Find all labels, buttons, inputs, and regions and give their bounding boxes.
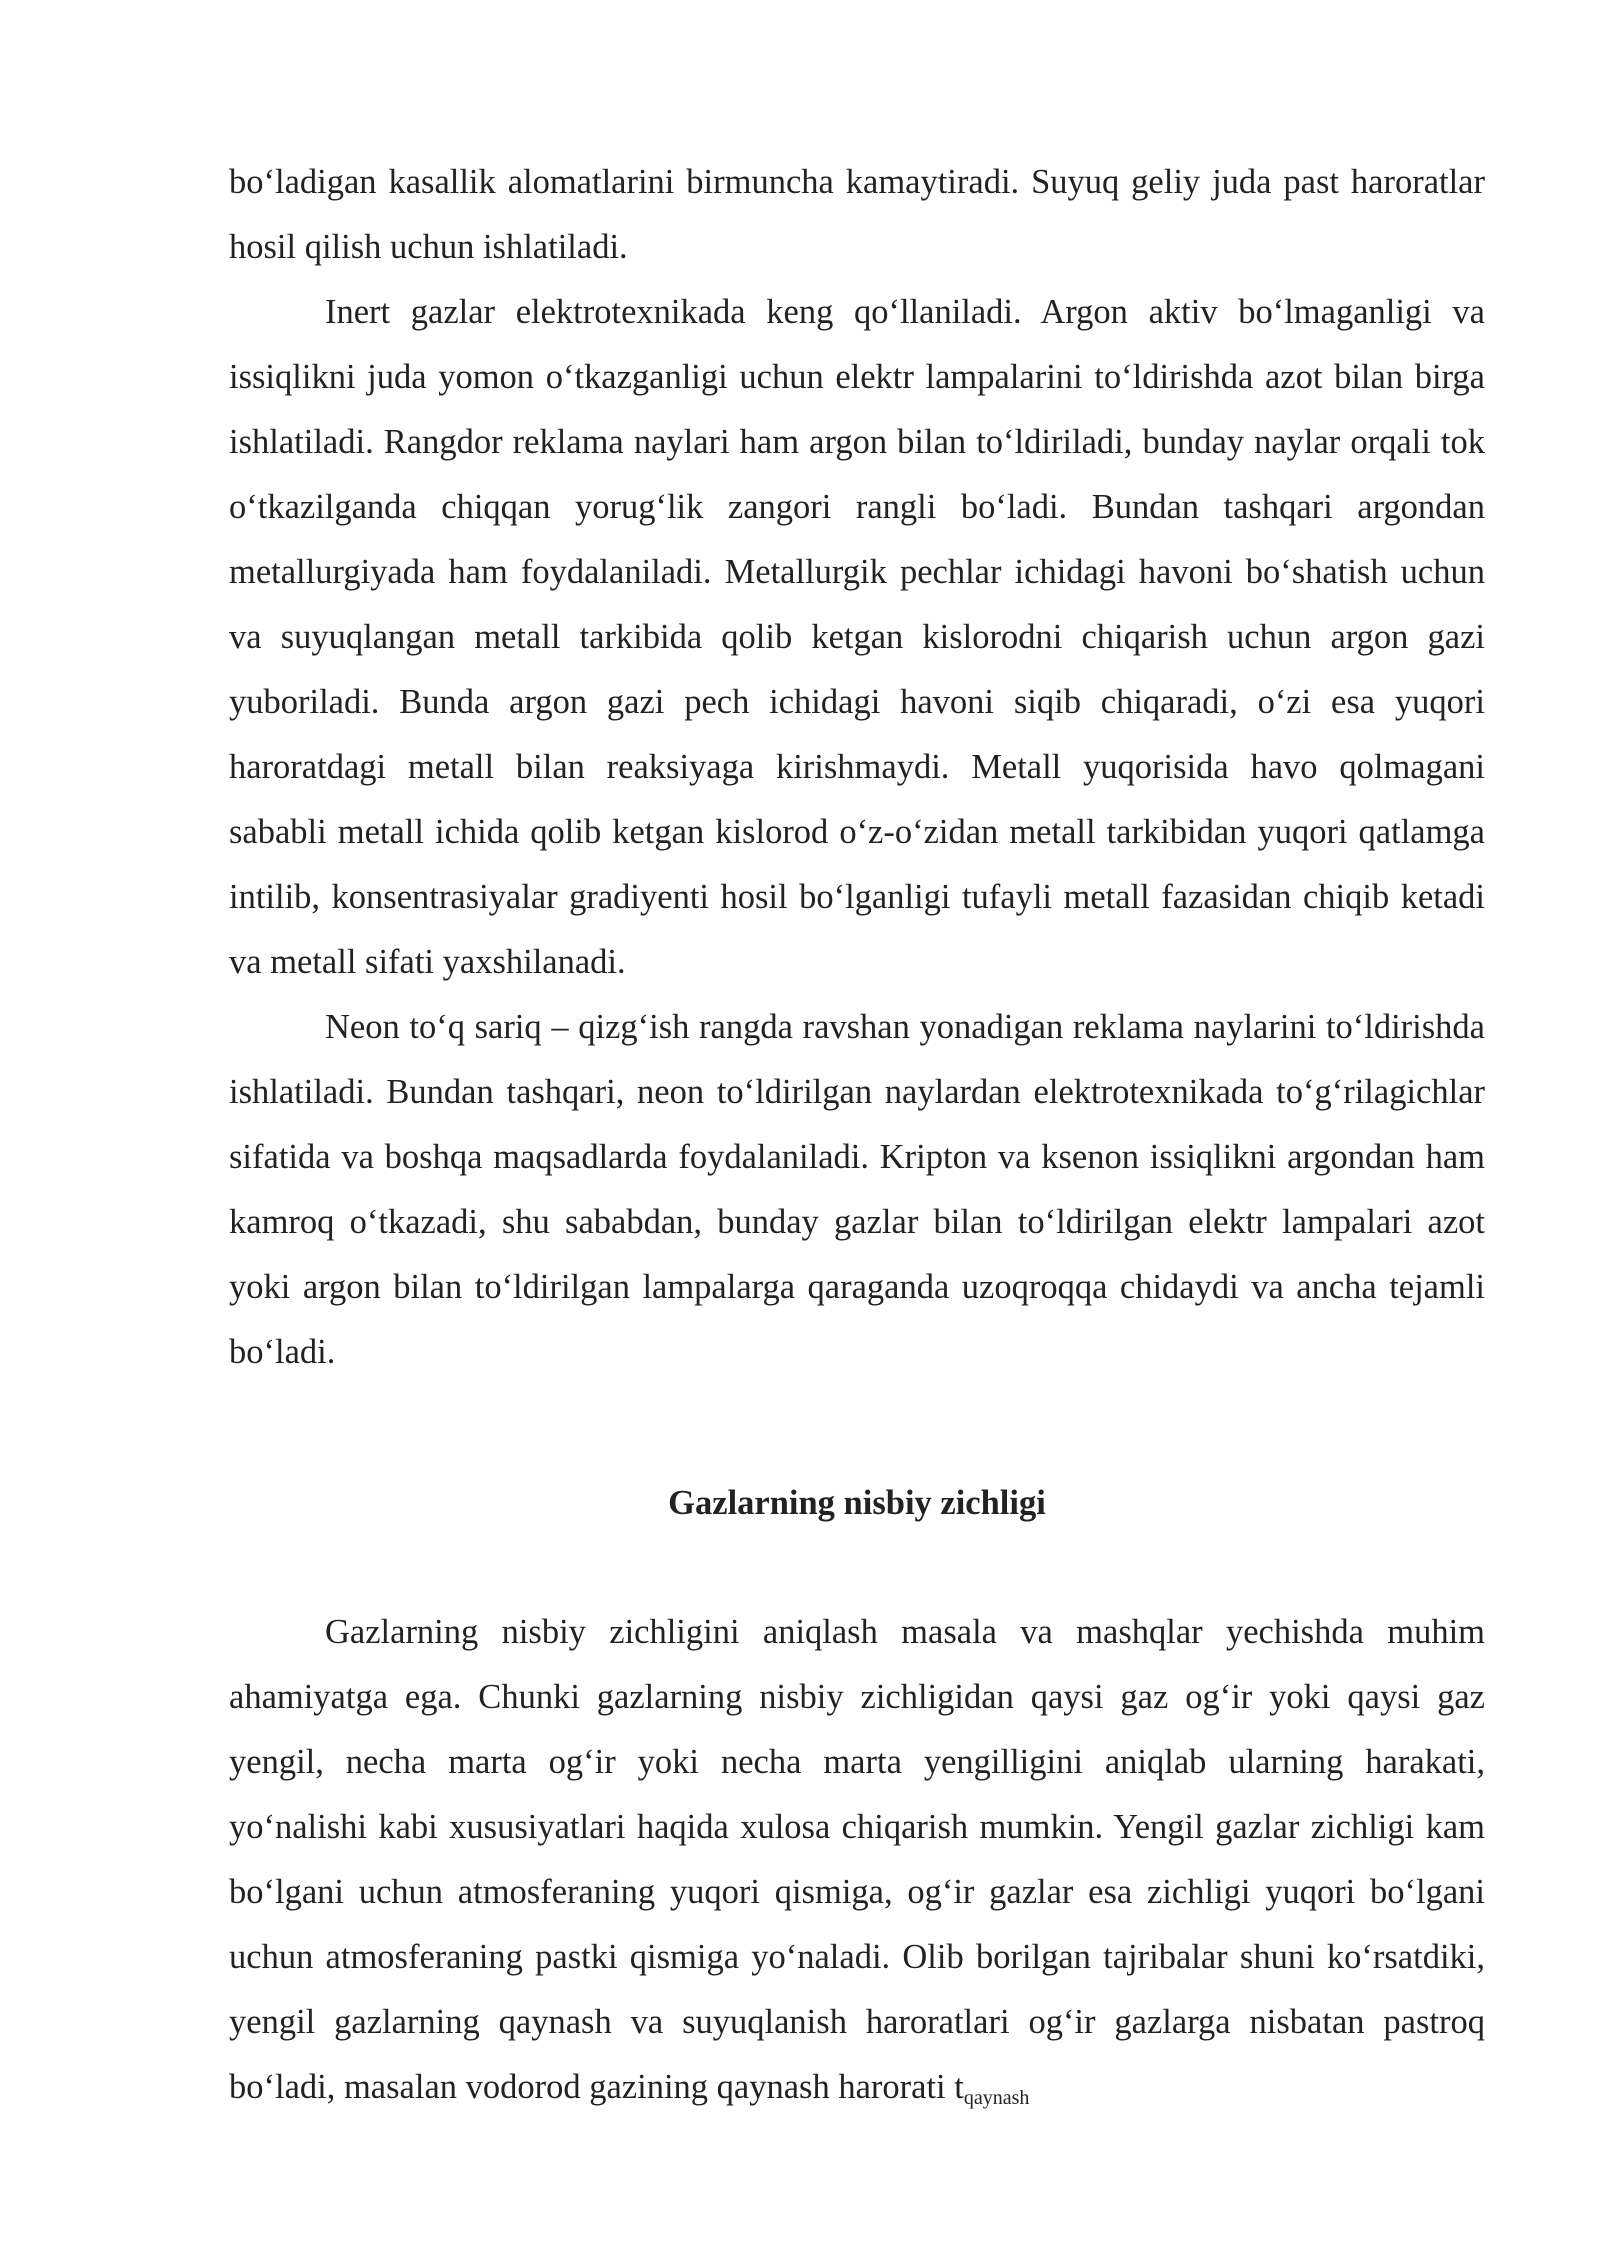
paragraph-1: boʻladigan kasallik alomatlarini birmuncha kamaytiradi. Suyuq geliy juda past haroratlar hosil qilish uchun ishlatiladi.	[229, 163, 1485, 266]
paragraph-relative-density	[229, 1600, 1485, 2120]
document-page	[229, 150, 1485, 2120]
paragraph-inert-gases: Inert gazlar elektrotexnikada keng qoʻllaniladi. Argon aktiv boʻlmaganligi va issiqlikni juda yomon oʻtkazganligi uchun elektr lampalarini toʻldirishda azot bilan birga ishlatiladi. Rangdor reklama naylari ham argon bilan toʻldiriladi, bunday naylar orqali tok oʻtkazilganda chiqqan yorugʻlik zangori rangli boʻladi. Bundan tashqari argondan metallurgiyada ham foydalaniladi. Metallurgik pechlar ichidagi havoni boʻshatish uchun va suyuqlangan metall tarkibida qolib ketgan kislorodni chiqarish uchun argon gazi yuboriladi. Bunda argon gazi pech ichidagi havoni siqib chiqaradi, oʻzi esa yuqori haroratdagi metall bilan reaksiyaga kirishmaydi. Metall yuqorisida havo qolmagani sababli metall ichida qolib ketgan kislorod oʻz-oʻzidan metall tarkibidan yuqori qatlamga intilib, konsentrasiyalar gradiyenti hosil boʻlganligi tufayli metall fazasidan chiqib ketadi va metall sifati yaxshilanadi.	[229, 293, 1485, 981]
paragraph-relative-density-text: Gazlarning nisbiy zichligini aniqlash masala va mashqlar yechishda muhim ahamiyatga ega. Chunki gazlarning nisbiy zichligidan qaysi gaz ogʻir yoki qaysi gaz yengil, necha marta ogʻir yoki necha marta yengilligini aniqlab ularning harakati, yoʻnalishi kabi xususiyatlari haqida xulosa chiqarish mumkin. Yengil gazlar zichligi kam boʻlgani uchun atmosferaning yuqori qismiga, ogʻir gazlar esa zichligi yuqori boʻlgani uchun atmosferaning pastki qismiga yoʻnaladi. Olib borilgan tajribalar shuni koʻrsatdiki, yengil gazlarning qaynash va suyuqlanish haroratlari ogʻir gazlarga nisbatan pastroq boʻladi, masalan vodorod gazining qaynash harorati t	[229, 1613, 1485, 2106]
paragraph-neon: Neon toʻq sariq – qizgʻish rangda ravshan yonadigan reklama naylarini toʻldirishda ishlatiladi. Bundan tashqari, neon toʻldirilgan naylardan elektrotexnikada toʻgʻrilagichlar sifatida va boshqa maqsadlarda foydalaniladi. Kripton va ksenon issiqlikni argondan ham kamroq oʻtkazadi, shu sababdan, bunday gazlar bilan toʻldirilgan elektr lampalari azot yoki argon bilan toʻldirilgan lampalarga qaraganda uzoqroqqa chidaydi va ancha tejamli boʻladi.	[229, 1008, 1485, 1371]
subscript-qaynash: qaynash	[963, 2087, 1030, 2109]
section-heading: Gazlarning nisbiy zichligi	[668, 1484, 1046, 1522]
